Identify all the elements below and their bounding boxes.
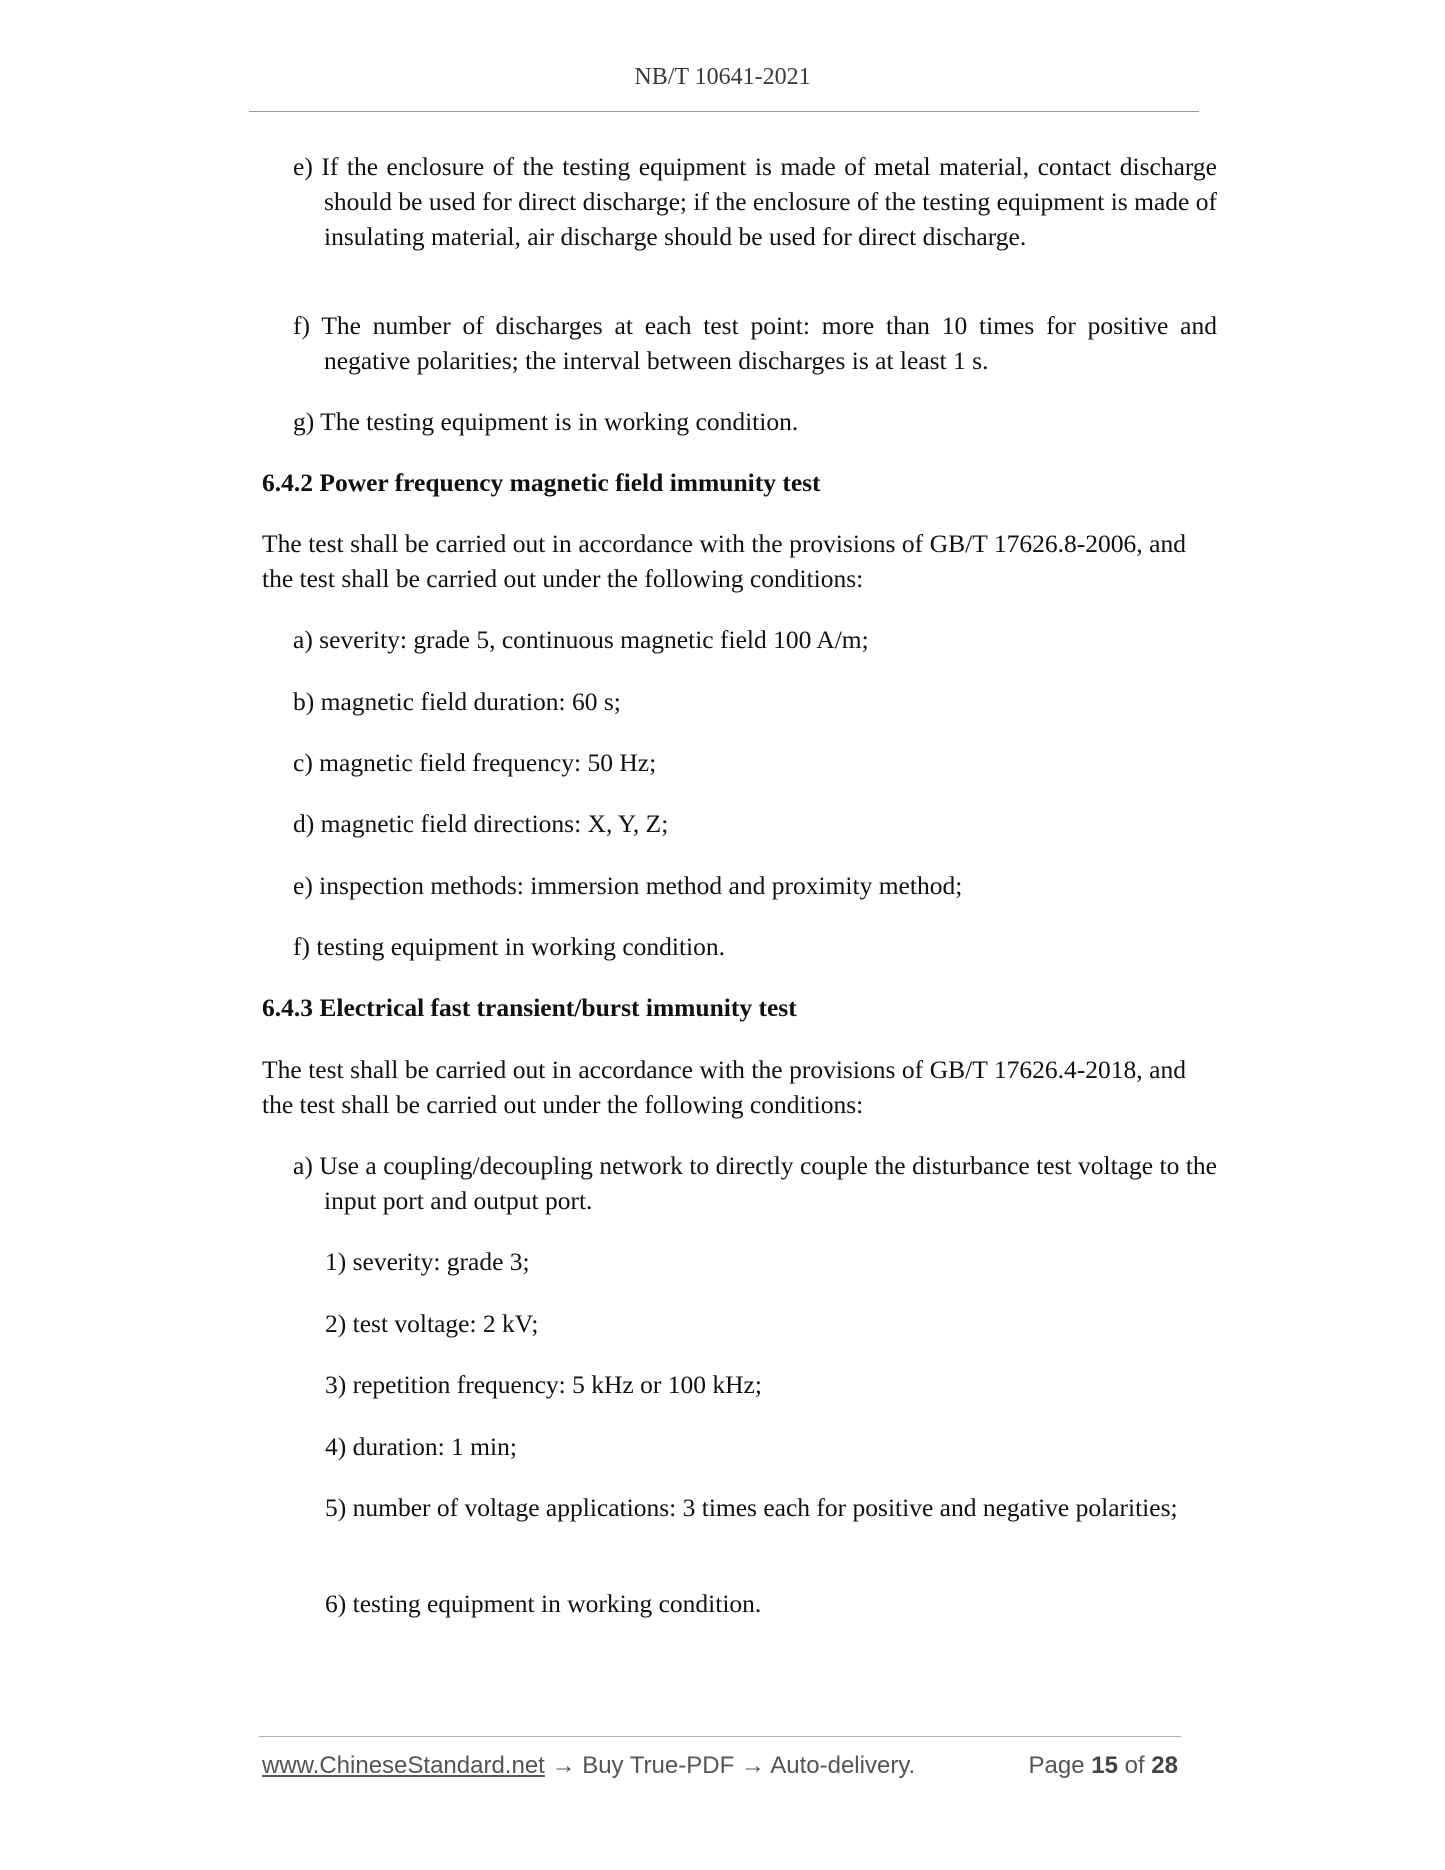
sub-list-item: 2) test voltage: 2 kV; [325,1309,539,1338]
list-item: e) inspection methods: immersion method and proximity method; [293,871,963,900]
sub-list-item: 6) testing equipment in working condition. [325,1589,762,1618]
sub-list-item: 3) repetition frequency: 5 kHz or 100 kHz; [325,1370,762,1399]
list-item: e) If the enclosure of the testing equipment is made of metal material, contact discharge should be used for direct discharge; if the enclosure of the testing equipment is made of insulating material, air discharge should be used for direct discharge. [293,152,1217,251]
list-item: a) Use a coupling/decoupling network to directly couple the disturbance test voltage to the input port and output port. [293,1151,1217,1215]
page-total: 28 [1151,1752,1178,1779]
list-item: c) magnetic field frequency: 50 Hz; [293,748,657,777]
footer-divider [259,1736,1181,1737]
website-link[interactable]: www.ChineseStandard.net [262,1752,545,1779]
list-item: f) The number of discharges at each test point: more than 10 times for positive and negative polarities; the interval between discharges is at least 1 s. [293,311,1217,375]
of-label: of [1124,1752,1145,1779]
sub-list-item: 1) severity: grade 3; [325,1247,530,1276]
page-footer [262,1752,1182,1780]
page-indicator [1029,1752,1179,1780]
sub-list-item: 5) number of voltage applications: 3 times each for positive and negative polarities; [325,1493,1178,1522]
section-heading: 6.4.2 Power frequency magnetic field immunity test [262,468,821,497]
sub-list-item: 4) duration: 1 min; [325,1432,517,1461]
section-heading: 6.4.3 Electrical fast transient/burst immunity test [262,993,797,1022]
page-current: 15 [1091,1752,1118,1779]
list-item: d) magnetic field directions: X, Y, Z; [293,809,669,838]
list-item: a) severity: grade 5, continuous magnetic field 100 A/m; [293,625,869,654]
paragraph: The test shall be carried out in accordance with the provisions of GB/T 17626.4-2018, and the test shall be carried out under the following conditions: [262,1055,1186,1119]
list-item: b) magnetic field duration: 60 s; [293,687,621,716]
buy-true-pdf-text: Buy True-PDF [582,1752,735,1779]
page-label: Page [1028,1752,1085,1779]
list-item: g) The testing equipment is in working condition. [293,407,799,436]
arrow-icon: → [740,1752,765,1779]
document-code: NB/T 10641-2021 [634,64,811,90]
paragraph: The test shall be carried out in accordance with the provisions of GB/T 17626.8-2006, and the test shall be carried out under the following conditions: [262,529,1186,593]
arrow-icon: → [551,1752,576,1779]
list-item: f) testing equipment in working condition. [293,932,726,961]
auto-delivery-text: Auto-delivery. [770,1752,916,1779]
header-divider [249,111,1199,112]
